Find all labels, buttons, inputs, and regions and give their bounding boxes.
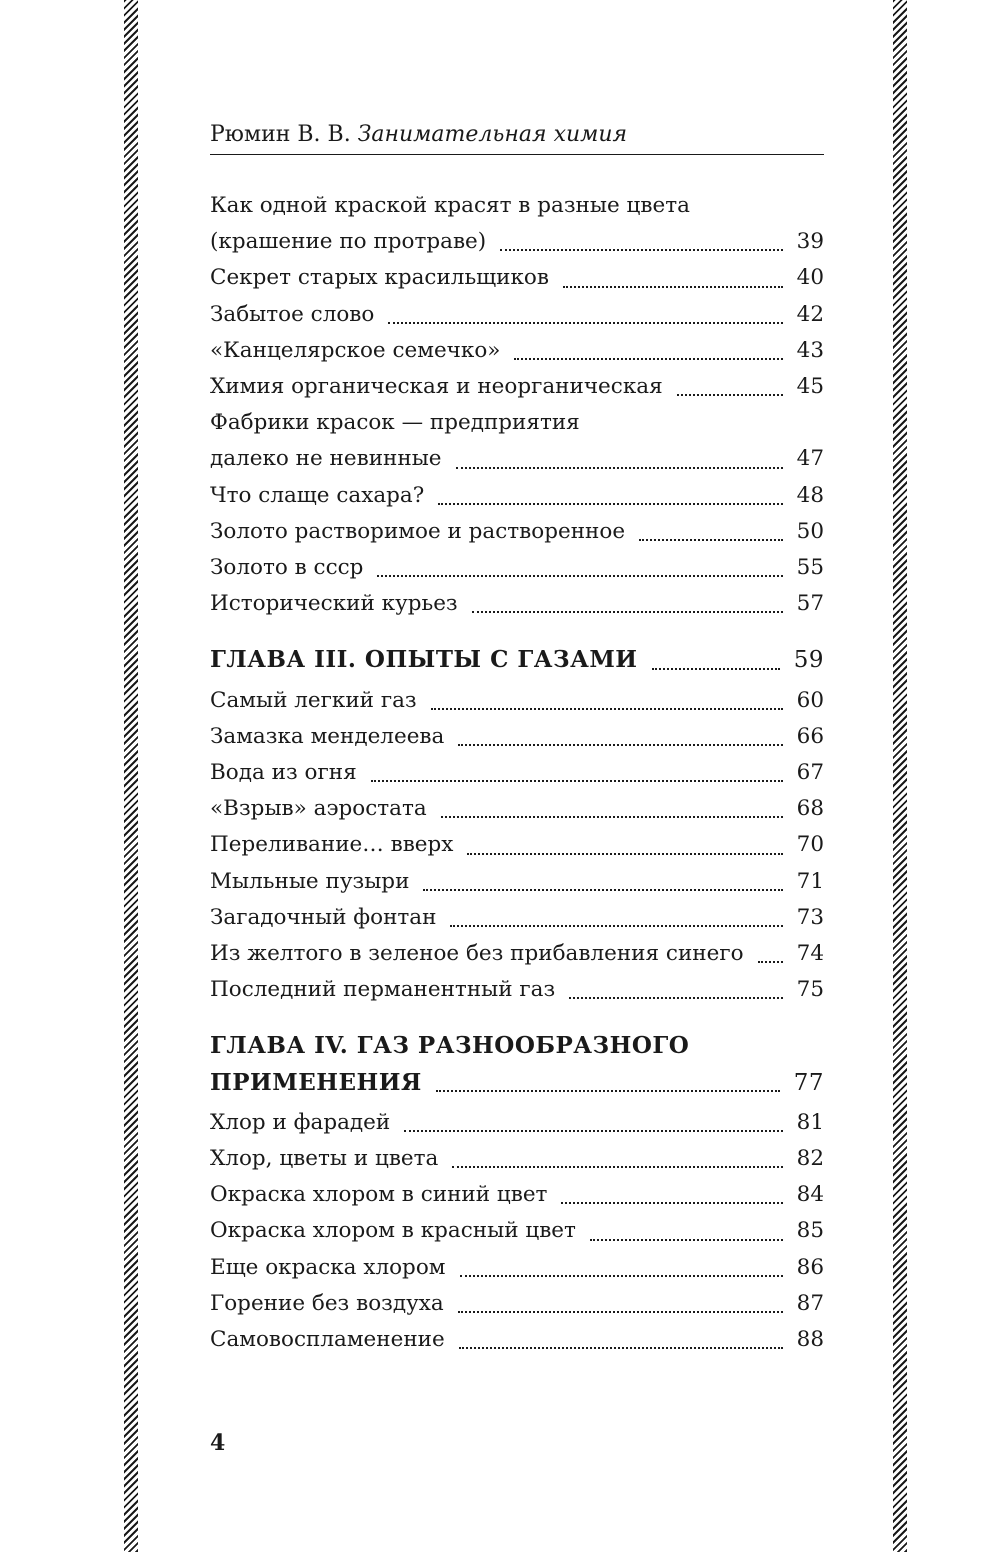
chapter-page: 59	[793, 647, 824, 674]
dot-leader	[423, 864, 782, 900]
dot-leader	[450, 900, 782, 936]
chapter-title: ГЛАВА III. ОПЫТЫ С ГАЗАМИ	[210, 646, 638, 674]
toc-entry	[210, 683, 824, 719]
toc-entry-page: 42	[796, 301, 824, 327]
toc-entry-page: 87	[796, 1290, 824, 1316]
toc-entry-page: 45	[796, 374, 824, 400]
toc-entry-label: Горение без воздуха	[210, 1290, 444, 1316]
dot-leader	[561, 1177, 782, 1213]
toc-entry-line1: Фабрики красок — предприятия	[210, 410, 580, 436]
toc-entry-page: 48	[796, 482, 824, 508]
chapter-title: ПРИМЕНЕНИЯ	[210, 1068, 422, 1096]
toc-entry-label: Самовоспламенение	[210, 1327, 445, 1353]
dot-leader	[639, 514, 783, 550]
toc-entry	[210, 936, 824, 972]
dot-leader	[590, 1214, 783, 1250]
toc-entry-page: 75	[796, 977, 824, 1003]
toc-entry-page: 84	[796, 1182, 824, 1208]
page-number: 4	[210, 1430, 226, 1456]
toc-entry-label: Замазка менделеева	[210, 723, 445, 749]
toc-entry-line1: Как одной краской красят в разные цвета	[210, 193, 690, 218]
toc-entry-label: Золото растворимое и растворенное	[210, 518, 626, 544]
toc-entry-page: 68	[796, 796, 824, 822]
dot-leader	[404, 1105, 782, 1141]
toc-entry	[210, 586, 824, 622]
toc-entry-page: 71	[796, 868, 824, 894]
toc-entry-label: Переливание… вверх	[210, 832, 454, 858]
header-author: Рюмин В. В.	[210, 122, 351, 147]
toc-entry	[210, 478, 824, 514]
toc-entry	[210, 972, 824, 1008]
toc-entry-page: 39	[796, 229, 824, 255]
toc-entry-label: Золото в ссср	[210, 555, 364, 581]
chapter-title-line1: ГЛАВА IV. ГАЗ РАЗНООБРАЗНОГО	[210, 1032, 690, 1060]
toc-entry-label: (крашение по протраве)	[210, 229, 487, 255]
dot-leader	[436, 1065, 780, 1101]
toc-entry-label: Самый легкий газ	[210, 687, 417, 713]
dot-leader	[388, 297, 782, 333]
toc-entry	[210, 369, 824, 405]
toc-entry-page: 57	[796, 591, 824, 617]
dot-leader	[441, 791, 783, 827]
toc-entry-page: 47	[796, 446, 824, 472]
toc-entry-label: Хлор, цветы и цвета	[210, 1146, 439, 1172]
toc-entry	[210, 1105, 824, 1141]
toc-entry	[210, 224, 824, 260]
toc-entry	[210, 297, 824, 333]
toc-entry-label: Мыльные пузыри	[210, 868, 410, 894]
dot-leader	[458, 719, 782, 755]
toc-entry-page: 66	[796, 723, 824, 749]
dot-leader	[377, 550, 782, 586]
dot-leader	[371, 755, 783, 791]
toc-entry	[210, 1250, 824, 1286]
toc-entry-label: Забытое слово	[210, 301, 375, 327]
toc-entry-label: Загадочный фонтан	[210, 904, 437, 930]
toc-entry-page: 60	[796, 687, 824, 713]
toc-entry-page: 85	[796, 1218, 824, 1244]
toc-entry-page: 40	[796, 265, 824, 291]
toc-entry-page: 43	[796, 337, 824, 363]
toc-entry	[210, 333, 824, 369]
toc-entry	[210, 1141, 824, 1177]
chapter-heading	[210, 1065, 824, 1101]
decorative-border-right	[893, 0, 907, 1552]
toc-entry	[210, 827, 824, 863]
toc-entry-page: 73	[796, 904, 824, 930]
dot-leader	[563, 260, 783, 296]
toc-entry	[210, 1322, 824, 1358]
table-of-contents	[210, 188, 824, 1358]
toc-entry	[210, 1286, 824, 1322]
spacer	[210, 1008, 824, 1028]
toc-entry-label: «Взрыв» аэростата	[210, 796, 427, 822]
toc-entry-label: Окраска хлором в красный цвет	[210, 1218, 576, 1244]
spacer	[210, 622, 824, 642]
toc-entry-label: Последний перманентный газ	[210, 977, 556, 1003]
dot-leader	[467, 827, 782, 863]
toc-entry	[210, 260, 824, 296]
dot-leader	[758, 936, 783, 972]
running-header	[210, 120, 824, 155]
toc-entry-label: Химия органическая и неорганическая	[210, 374, 663, 400]
toc-entry	[210, 1177, 824, 1213]
dot-leader	[431, 683, 783, 719]
toc-entry-label: Еще окраска хлором	[210, 1254, 446, 1280]
toc-entry-label: Исторический курьез	[210, 591, 458, 617]
toc-entry	[210, 1213, 824, 1249]
toc-entry	[210, 441, 824, 477]
toc-entry-page: 67	[796, 760, 824, 786]
toc-entry-page: 88	[796, 1327, 824, 1353]
toc-entry-page: 86	[796, 1254, 824, 1280]
toc-entry-page: 55	[796, 555, 824, 581]
toc-entry	[210, 864, 824, 900]
toc-entry-label: Секрет старых красильщиков	[210, 265, 549, 291]
toc-entry-label: Хлор и фарадей	[210, 1109, 391, 1135]
dot-leader	[456, 441, 783, 477]
toc-entry-page: 81	[796, 1109, 824, 1135]
dot-leader	[438, 478, 782, 514]
dot-leader	[569, 972, 782, 1008]
toc-entry	[210, 791, 824, 827]
toc-entry-label: Окраска хлором в синий цвет	[210, 1182, 548, 1208]
dot-leader	[677, 369, 783, 405]
toc-entry-page: 50	[796, 518, 824, 544]
dot-leader	[452, 1141, 782, 1177]
toc-entry-page: 74	[796, 941, 824, 967]
toc-entry-label: Что слаще сахара?	[210, 482, 425, 508]
toc-entry-label: «Канцелярское семечко»	[210, 337, 501, 363]
toc-entry	[210, 719, 824, 755]
header-book-title: Занимательная химия	[357, 122, 628, 147]
dot-leader	[652, 642, 780, 678]
chapter-heading	[210, 642, 824, 678]
chapter-page: 77	[793, 1069, 824, 1096]
dot-leader	[472, 586, 783, 622]
toc-entry-page: 82	[796, 1146, 824, 1172]
toc-entry-page: 70	[796, 832, 824, 858]
decorative-border-left	[124, 0, 138, 1552]
dot-leader	[500, 224, 782, 260]
toc-entry	[210, 550, 824, 586]
toc-entry	[210, 755, 824, 791]
dot-leader	[514, 333, 782, 369]
toc-entry	[210, 900, 824, 936]
dot-leader	[458, 1286, 783, 1322]
dot-leader	[460, 1250, 783, 1286]
toc-entry-label: Вода из огня	[210, 760, 357, 786]
toc-entry-label: далеко не невинные	[210, 446, 442, 472]
toc-entry	[210, 514, 824, 550]
toc-entry-label: Из желтого в зеленое без прибавления синего	[210, 941, 744, 967]
dot-leader	[459, 1322, 783, 1358]
